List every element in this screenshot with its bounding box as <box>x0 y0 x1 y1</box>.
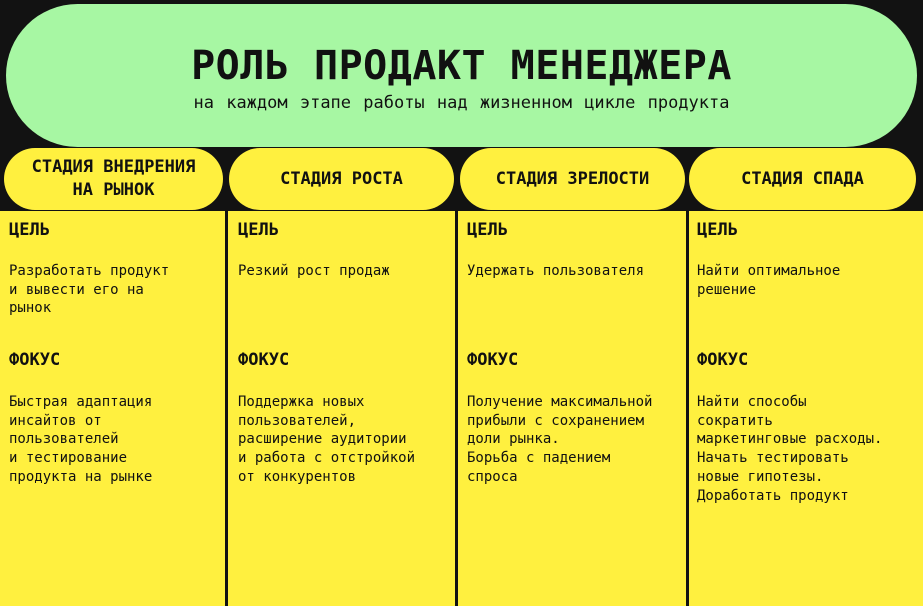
focus-text: Получение максимальной прибыли с сохранением доли рынка. Борьба с падением спроса <box>467 394 653 485</box>
goal-text: Разработать продукт и вывести его на рынок <box>9 263 170 317</box>
focus-heading: ФОКУС <box>238 350 290 370</box>
stage-title-label: СТАДИЯ СПАДА <box>741 168 864 189</box>
goal-heading: ЦЕЛЬ <box>238 220 279 240</box>
focus-heading: ФОКУС <box>9 350 61 370</box>
goal-heading: ЦЕЛЬ <box>9 220 50 240</box>
page-title: РОЛЬ ПРОДАКТ МЕНЕДЖЕРА <box>191 43 732 89</box>
focus-heading: ФОКУС <box>467 350 519 370</box>
stage-title-decline <box>689 148 916 210</box>
focus-text: Поддержка новых пользователей, расширение аудитории и работа с отстройкой от конкурентов <box>238 394 416 485</box>
goal-heading: ЦЕЛЬ <box>697 220 738 240</box>
stage-title-label: СТАДИЯ РОСТА <box>280 168 403 189</box>
focus-text: Быстрая адаптация инсайтов от пользователей и тестирование продукта на рынке <box>9 394 153 485</box>
focus-text: Найти способы сократить маркетинговые расходы. Начать тестировать новые гипотезы. Доработать продукт <box>697 394 883 504</box>
goal-text: Удержать пользователя <box>467 263 645 279</box>
goal-text: Найти оптимальное решение <box>697 263 841 298</box>
page-subtitle: на каждом этапе работы над жизненном цикле продукта <box>193 93 730 113</box>
header-banner <box>6 4 917 147</box>
stage-title-maturity <box>460 148 685 210</box>
stage-title-intro <box>4 148 223 210</box>
goal-heading: ЦЕЛЬ <box>467 220 508 240</box>
stage-title-label: СТАДИЯ ЗРЕЛОСТИ <box>495 168 650 189</box>
goal-text: Резкий рост продаж <box>238 263 390 279</box>
stage-title-growth <box>229 148 454 210</box>
focus-heading: ФОКУС <box>697 350 749 370</box>
stage-title-label: СТАДИЯ ВНЕДРЕНИЯ НА РЫНОК <box>31 157 196 200</box>
